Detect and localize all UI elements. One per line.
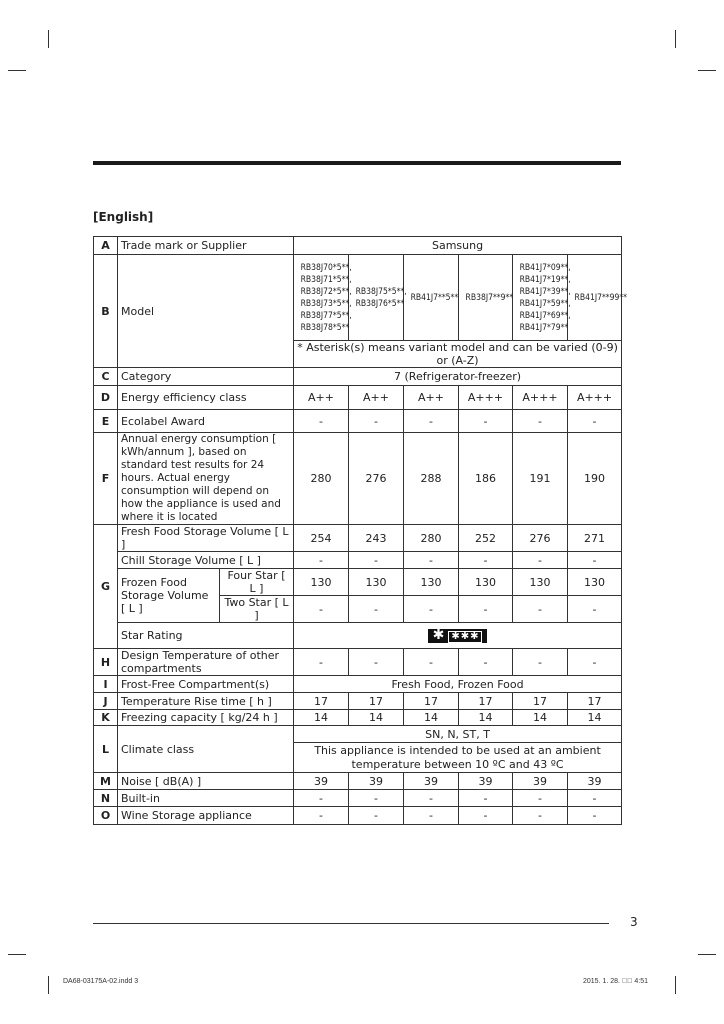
- value-cell: 17: [404, 693, 459, 710]
- row-label: Annual energy consumption [ kWh/annum ], based on standard test results for 24 hours. Actual energy consumption will depend on how the appliance is used and where it is located: [118, 433, 294, 525]
- value-cell: 17: [513, 693, 568, 710]
- value-cell: -: [349, 649, 404, 676]
- row-label: Climate class: [118, 726, 294, 773]
- row-label: Chill Storage Volume [ L ]: [118, 552, 294, 569]
- row-letter: O: [94, 807, 118, 825]
- value-cell: -: [349, 410, 404, 433]
- row-g-star-rating: [94, 623, 622, 649]
- row-label: Design Temperature of other compartments: [118, 649, 294, 676]
- model-list: RB38J7**9**: [465, 292, 514, 303]
- value-cell: -: [404, 649, 459, 676]
- row-letter: G: [94, 525, 118, 649]
- row-letter: L: [94, 726, 118, 773]
- value-cell: -: [404, 410, 459, 433]
- model-cell: [294, 255, 352, 341]
- value-cell: A++: [349, 386, 404, 410]
- row-letter: A: [94, 237, 118, 255]
- value-cell: -: [404, 596, 459, 623]
- row-i: [94, 676, 622, 693]
- row-g-four-star: [94, 569, 622, 596]
- model-list: RB41J7**99**: [574, 292, 627, 303]
- model-list: RB38J70*5**, RB38J71*5**, RB38J72*5**, RB38J73*5**, RB38J77*5**, RB38J78*5**: [300, 262, 352, 333]
- model-cell: [349, 255, 407, 341]
- row-k: [94, 710, 622, 726]
- crop-mark: [8, 70, 26, 71]
- value-cell: 39: [404, 773, 459, 790]
- row-h: [94, 649, 622, 676]
- row-label: Noise [ dB(A) ]: [118, 773, 294, 790]
- value-cell: A+++: [459, 386, 513, 410]
- row-label: Star Rating: [118, 623, 294, 649]
- star-rating-cell: [294, 623, 622, 649]
- freezer-star-rating-icon: [428, 626, 488, 643]
- value-cell: 271: [568, 525, 622, 552]
- row-letter: F: [94, 433, 118, 525]
- value-cell: -: [459, 790, 513, 807]
- supplier-value: Samsung: [294, 237, 622, 255]
- star-inner-symbols: ✱✱✱: [448, 631, 482, 643]
- value-cell: 17: [459, 693, 513, 710]
- crop-mark: [48, 976, 49, 994]
- crop-mark: [698, 70, 716, 71]
- model-list: RB41J7**5**: [410, 292, 459, 303]
- row-letter: I: [94, 676, 118, 693]
- model-list: RB41J7*09**, RB41J7*19**, RB41J7*39**, RB41J7*59**, RB41J7*69**, RB41J7*79**: [519, 262, 571, 333]
- footer-rule: [93, 923, 609, 924]
- row-b: [94, 255, 622, 341]
- value-cell: -: [568, 410, 622, 433]
- sub-label: Four Star [ L ]: [220, 569, 294, 596]
- crop-mark: [698, 954, 716, 955]
- value-cell: -: [459, 807, 513, 825]
- row-letter: B: [94, 255, 118, 368]
- value-cell: -: [294, 790, 349, 807]
- value-cell: A+++: [513, 386, 568, 410]
- row-label: Model: [118, 255, 294, 368]
- value-cell: -: [294, 596, 349, 623]
- model-cell: [404, 255, 459, 341]
- value-cell: -: [349, 552, 404, 569]
- value-cell: -: [568, 649, 622, 676]
- value-cell: A++: [404, 386, 459, 410]
- row-a: [94, 237, 622, 255]
- frost-free-value: Fresh Food, Frozen Food: [294, 676, 622, 693]
- value-cell: 17: [568, 693, 622, 710]
- model-cell: [513, 255, 571, 341]
- value-cell: 252: [459, 525, 513, 552]
- value-cell: 186: [459, 433, 513, 525]
- value-cell: 276: [513, 525, 568, 552]
- value-cell: 130: [568, 569, 622, 596]
- value-cell: 17: [294, 693, 349, 710]
- row-o: [94, 807, 622, 825]
- value-cell: 280: [404, 525, 459, 552]
- row-label: Energy efficiency class: [118, 386, 294, 410]
- value-cell: -: [568, 552, 622, 569]
- value-cell: 14: [404, 710, 459, 726]
- value-cell: -: [294, 410, 349, 433]
- value-cell: -: [404, 790, 459, 807]
- row-f: [94, 433, 622, 525]
- value-cell: -: [513, 790, 568, 807]
- crop-mark: [675, 976, 676, 994]
- star-symbol: ✱: [432, 626, 446, 643]
- file-name: DA68-03175A-02.indd 3: [63, 978, 139, 985]
- value-cell: -: [513, 596, 568, 623]
- value-cell: -: [513, 410, 568, 433]
- header-rule: [93, 161, 621, 165]
- row-g-fresh: [94, 525, 622, 552]
- model-cell: [459, 255, 513, 341]
- row-c: [94, 368, 622, 386]
- row-e: [94, 410, 622, 433]
- sub-label: Two Star [ L ]: [220, 596, 294, 623]
- value-cell: -: [294, 552, 349, 569]
- value-cell: 17: [349, 693, 404, 710]
- value-cell: -: [513, 807, 568, 825]
- row-label: Freezing capacity [ kg/24 h ]: [118, 710, 294, 726]
- value-cell: A++: [294, 386, 349, 410]
- row-l: [94, 726, 622, 743]
- row-m: [94, 773, 622, 790]
- crop-mark: [8, 954, 26, 955]
- row-letter: M: [94, 773, 118, 790]
- value-cell: 243: [349, 525, 404, 552]
- row-d: [94, 386, 622, 410]
- product-fiche-table: [93, 236, 627, 825]
- value-cell: -: [294, 649, 349, 676]
- value-cell: -: [459, 410, 513, 433]
- climate-note: This appliance is intended to be used at an ambient temperature between 10 ºC and 43 ºC: [294, 743, 622, 773]
- value-cell: 191: [513, 433, 568, 525]
- value-cell: 39: [513, 773, 568, 790]
- value-cell: 130: [459, 569, 513, 596]
- print-date: 2015. 1. 28. ￿￿ 4:51: [583, 978, 648, 985]
- row-label: Frozen Food Storage Volume [ L ]: [118, 569, 220, 623]
- value-cell: 288: [404, 433, 459, 525]
- value-cell: -: [349, 596, 404, 623]
- row-letter: K: [94, 710, 118, 726]
- category-value: 7 (Refrigerator-freezer): [294, 368, 622, 386]
- value-cell: -: [349, 807, 404, 825]
- value-cell: 39: [349, 773, 404, 790]
- value-cell: -: [404, 807, 459, 825]
- value-cell: 190: [568, 433, 622, 525]
- row-j: [94, 693, 622, 710]
- value-cell: -: [568, 596, 622, 623]
- value-cell: 276: [349, 433, 404, 525]
- value-cell: 14: [568, 710, 622, 726]
- row-label: Ecolabel Award: [118, 410, 294, 433]
- section-heading: [English]: [93, 210, 154, 224]
- row-label: Built-in: [118, 790, 294, 807]
- row-letter: E: [94, 410, 118, 433]
- row-label: Temperature Rise time [ h ]: [118, 693, 294, 710]
- row-label: Fresh Food Storage Volume [ L ]: [118, 525, 294, 552]
- crop-mark: [675, 30, 676, 48]
- row-letter: H: [94, 649, 118, 676]
- value-cell: 130: [294, 569, 349, 596]
- value-cell: 280: [294, 433, 349, 525]
- value-cell: -: [568, 790, 622, 807]
- value-cell: -: [459, 649, 513, 676]
- value-cell: -: [459, 552, 513, 569]
- row-letter: J: [94, 693, 118, 710]
- value-cell: 130: [513, 569, 568, 596]
- value-cell: -: [349, 790, 404, 807]
- value-cell: 130: [404, 569, 459, 596]
- row-letter: C: [94, 368, 118, 386]
- row-letter: N: [94, 790, 118, 807]
- value-cell: 39: [294, 773, 349, 790]
- row-label: Frost-Free Compartment(s): [118, 676, 294, 693]
- value-cell: 14: [513, 710, 568, 726]
- value-cell: -: [294, 807, 349, 825]
- value-cell: -: [513, 552, 568, 569]
- row-label: Trade mark or Supplier: [118, 237, 294, 255]
- asterisk-note: * Asterisk(s) means variant model and can be varied (0-9) or (A-Z): [294, 341, 622, 368]
- value-cell: -: [568, 807, 622, 825]
- value-cell: -: [513, 649, 568, 676]
- row-label: Category: [118, 368, 294, 386]
- page-number: 3: [630, 915, 638, 929]
- value-cell: 254: [294, 525, 349, 552]
- model-list: RB38J75*5**, RB38J76*5**: [355, 286, 407, 309]
- row-n: [94, 790, 622, 807]
- value-cell: 39: [459, 773, 513, 790]
- value-cell: -: [459, 596, 513, 623]
- model-cell: [568, 255, 627, 341]
- row-letter: D: [94, 386, 118, 410]
- climate-class-value: SN, N, ST, T: [294, 726, 622, 743]
- value-cell: 14: [459, 710, 513, 726]
- value-cell: A+++: [568, 386, 622, 410]
- crop-mark: [48, 30, 49, 48]
- value-cell: -: [404, 552, 459, 569]
- value-cell: 14: [349, 710, 404, 726]
- value-cell: 130: [349, 569, 404, 596]
- row-label: Wine Storage appliance: [118, 807, 294, 825]
- value-cell: 39: [568, 773, 622, 790]
- row-g-chill: [94, 552, 622, 569]
- value-cell: 14: [294, 710, 349, 726]
